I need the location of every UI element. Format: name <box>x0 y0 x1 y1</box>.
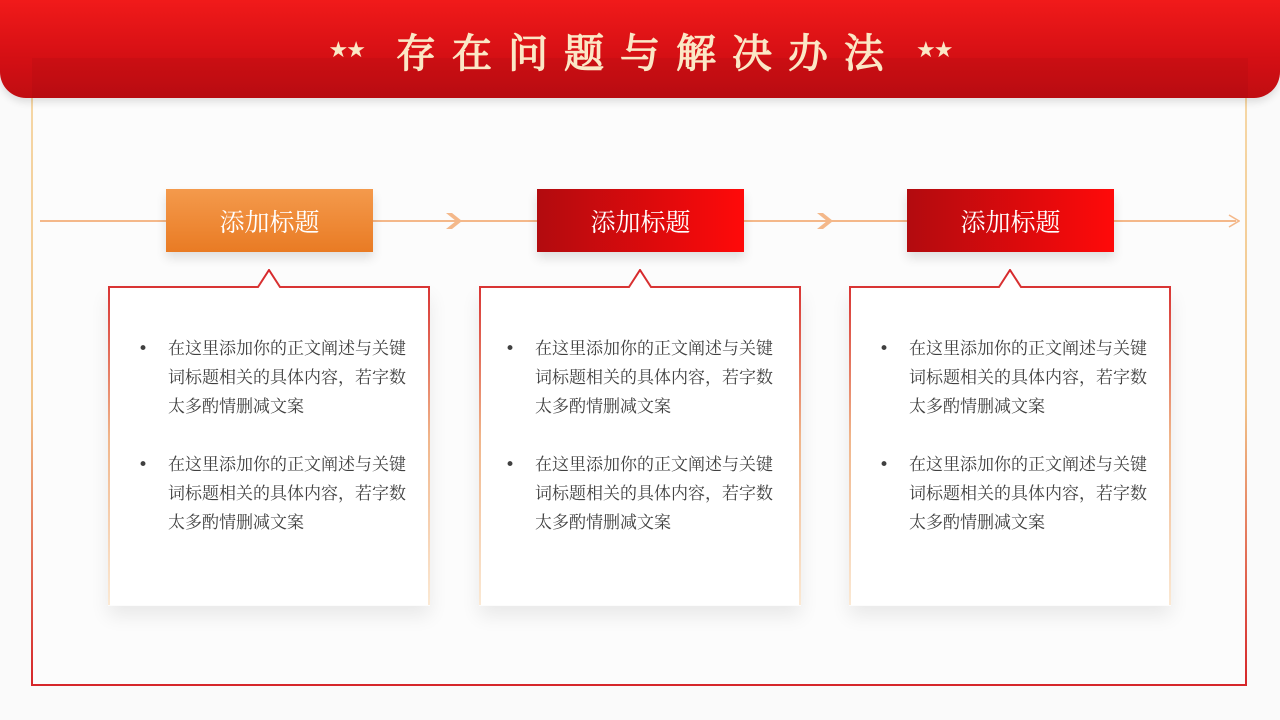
bullet-list <box>879 335 1149 567</box>
list-item: • 在这里添加你的正文阐述与关键词标题相关的具体内容，若字数太多酌情删减文案 <box>505 339 773 417</box>
step-title-3: 添加标题 <box>907 189 1114 252</box>
step-card-3 <box>849 269 1171 606</box>
right-stars-icon: ★★ <box>916 37 952 63</box>
bullet-list <box>138 335 408 567</box>
title-row <box>0 22 1280 78</box>
left-stars-icon: ★★ <box>328 37 364 63</box>
chevron-right-icon <box>814 210 836 232</box>
timeline-line <box>40 220 166 222</box>
bullet-list <box>505 335 775 567</box>
list-item: • 在这里添加你的正文阐述与关键词标题相关的具体内容，若字数太多酌情删减文案 <box>879 339 1147 417</box>
list-item: • 在这里添加你的正文阐述与关键词标题相关的具体内容，若字数太多酌情删减文案 <box>505 455 773 533</box>
step-card-2 <box>479 269 801 606</box>
chevron-right-icon <box>443 210 465 232</box>
list-item: • 在这里添加你的正文阐述与关键词标题相关的具体内容，若字数太多酌情删减文案 <box>138 455 406 533</box>
step-title-1: 添加标题 <box>166 189 373 252</box>
list-item: • 在这里添加你的正文阐述与关键词标题相关的具体内容，若字数太多酌情删减文案 <box>138 339 406 417</box>
step-card-1 <box>108 269 430 606</box>
arrow-head-icon <box>1228 214 1240 228</box>
list-item: • 在这里添加你的正文阐述与关键词标题相关的具体内容，若字数太多酌情删减文案 <box>879 455 1147 533</box>
step-title-2: 添加标题 <box>537 189 744 252</box>
timeline-line <box>1114 220 1236 222</box>
page-title: 存在问题与解决办法 <box>396 30 900 77</box>
